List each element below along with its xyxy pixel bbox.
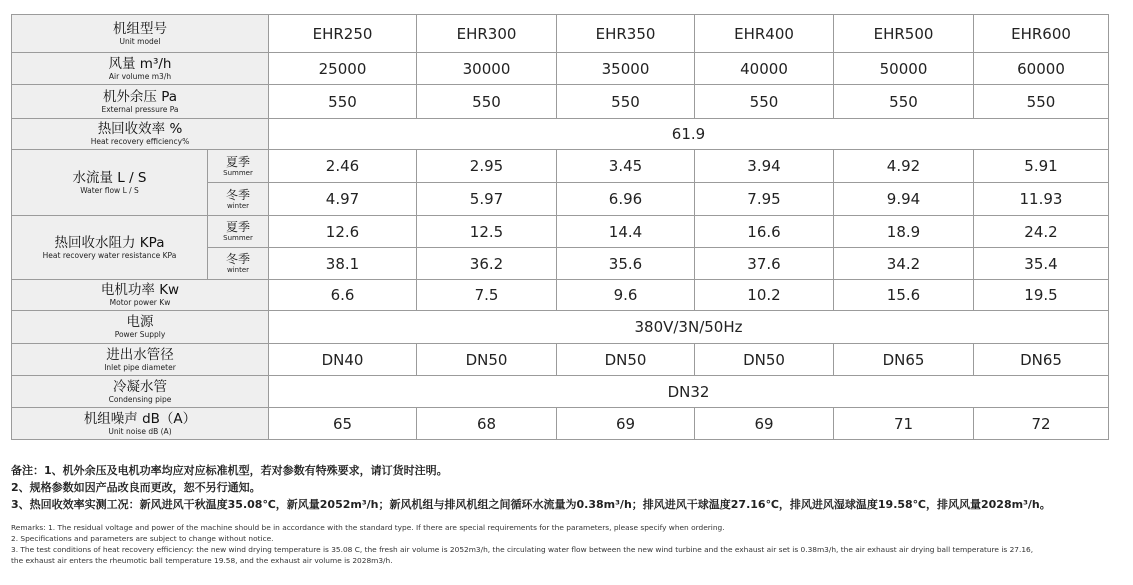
- value-cell: 7.95: [695, 183, 834, 216]
- model-cell: EHR500: [834, 15, 974, 53]
- value-cell: 550: [834, 85, 974, 119]
- spec-table: [11, 14, 1109, 440]
- value-cell: 12.5: [417, 216, 557, 248]
- remark-en-1: Remarks: 1. The residual voltage and power of the machine should be in accordance with the standard type. If there are special requirements for the parameters, please specify when ordering.: [11, 523, 725, 532]
- value-cell: 65: [269, 408, 417, 440]
- condensing-pipe-value: DN32: [269, 376, 1109, 408]
- value-cell: 30000: [417, 53, 557, 85]
- value-cell: DN65: [974, 344, 1109, 376]
- external-pressure-label: 机外余压 Pa External pressure Pa: [12, 85, 269, 119]
- power-supply-value: 380V/3N/50Hz: [269, 311, 1109, 344]
- row-unit-model: [12, 15, 1109, 53]
- value-cell: 60000: [974, 53, 1109, 85]
- value-cell: 2.46: [269, 150, 417, 183]
- remarks-section: [11, 462, 1121, 566]
- pipe-diameter-label: 进出水管径 Inlet pipe diameter: [12, 344, 269, 376]
- value-cell: DN65: [834, 344, 974, 376]
- value-cell: 18.9: [834, 216, 974, 248]
- value-cell: 36.2: [417, 248, 557, 280]
- row-pipe-diameter: [12, 344, 1109, 376]
- remark-cn-3: 3、热回收效率实测工况：新风进风干秋温度35.08℃，新风量2052m³/h；新风机组与排风机组之间循环水流量为0.38m³/h；排风进风干球温度27.16℃，排风进风湿球温度19.58℃，排风风量2028m³/h。: [11, 498, 1051, 511]
- value-cell: 6.6: [269, 280, 417, 311]
- value-cell: 69: [695, 408, 834, 440]
- value-cell: 550: [695, 85, 834, 119]
- value-cell: 2.95: [417, 150, 557, 183]
- value-cell: 37.6: [695, 248, 834, 280]
- row-motor-power: [12, 280, 1109, 311]
- remark-cn-1: 备注：1、机外余压及电机功率均应对应标准机型，若对参数有特殊要求，请订货时注明。: [11, 464, 448, 477]
- season-summer-label: 夏季 Summer: [208, 216, 269, 248]
- value-cell: 9.6: [557, 280, 695, 311]
- value-cell: 550: [974, 85, 1109, 119]
- model-cell: EHR350: [557, 15, 695, 53]
- condensing-pipe-label: 冷凝水管 Condensing pipe: [12, 376, 269, 408]
- value-cell: 550: [557, 85, 695, 119]
- value-cell: 15.6: [834, 280, 974, 311]
- season-summer-label: 夏季 Summer: [208, 150, 269, 183]
- value-cell: 9.94: [834, 183, 974, 216]
- season-winter-label: 冬季 winter: [208, 183, 269, 216]
- row-water-flow-summer: [12, 150, 1109, 183]
- efficiency-label: 热回收效率 % Heat recovery efficiency%: [12, 119, 269, 150]
- value-cell: 550: [417, 85, 557, 119]
- value-cell: 40000: [695, 53, 834, 85]
- value-cell: 5.91: [974, 150, 1109, 183]
- row-water-resistance-summer: [12, 216, 1109, 248]
- value-cell: 3.45: [557, 150, 695, 183]
- value-cell: DN50: [695, 344, 834, 376]
- row-noise: [12, 408, 1109, 440]
- model-cell: EHR600: [974, 15, 1109, 53]
- model-cell: EHR400: [695, 15, 834, 53]
- value-cell: 3.94: [695, 150, 834, 183]
- row-condensing-pipe: [12, 376, 1109, 408]
- unit-model-label: 机组型号 Unit model: [12, 15, 269, 53]
- model-cell: EHR300: [417, 15, 557, 53]
- power-supply-label: 电源 Power Supply: [12, 311, 269, 344]
- noise-label: 机组噪声 dB（A） Unit noise dB (A): [12, 408, 269, 440]
- value-cell: 24.2: [974, 216, 1109, 248]
- row-external-pressure: [12, 85, 1109, 119]
- efficiency-value: 61.9: [269, 119, 1109, 150]
- value-cell: 71: [834, 408, 974, 440]
- value-cell: DN40: [269, 344, 417, 376]
- value-cell: 7.5: [417, 280, 557, 311]
- value-cell: 10.2: [695, 280, 834, 311]
- value-cell: 16.6: [695, 216, 834, 248]
- water-resistance-label: 热回收水阻力 KPa Heat recovery water resistance KPa: [12, 216, 208, 280]
- remark-en-3: 3. The test conditions of heat recovery efficiency: the new wind drying temperature is 35.08 C, the fresh air volume is 2052m3/h, the circulating water flow between the new wind turbine and the exhaust air set is 0.38m3/h, the air exhaust air drying ball temperature is 27.16,: [11, 545, 1034, 554]
- value-cell: 38.1: [269, 248, 417, 280]
- value-cell: 14.4: [557, 216, 695, 248]
- row-air-volume: [12, 53, 1109, 85]
- water-flow-label: 水流量 L / S Water flow L / S: [12, 150, 208, 216]
- motor-power-label: 电机功率 Kw Motor power Kw: [12, 280, 269, 311]
- value-cell: 5.97: [417, 183, 557, 216]
- value-cell: 35000: [557, 53, 695, 85]
- value-cell: 68: [417, 408, 557, 440]
- value-cell: 6.96: [557, 183, 695, 216]
- value-cell: 11.93: [974, 183, 1109, 216]
- value-cell: 4.92: [834, 150, 974, 183]
- value-cell: 34.2: [834, 248, 974, 280]
- row-efficiency: [12, 119, 1109, 150]
- value-cell: 69: [557, 408, 695, 440]
- value-cell: 72: [974, 408, 1109, 440]
- value-cell: 550: [269, 85, 417, 119]
- air-volume-label: 风量 m³/h Air volume m3/h: [12, 53, 269, 85]
- value-cell: 19.5: [974, 280, 1109, 311]
- model-cell: EHR250: [269, 15, 417, 53]
- remark-cn-2: 2、规格参数如因产品改良而更改，恕不另行通知。: [11, 481, 261, 494]
- value-cell: 25000: [269, 53, 417, 85]
- season-winter-label: 冬季 winter: [208, 248, 269, 280]
- value-cell: 35.4: [974, 248, 1109, 280]
- remark-en-2: 2. Specifications and parameters are subject to change without notice.: [11, 534, 274, 543]
- value-cell: DN50: [417, 344, 557, 376]
- row-power-supply: [12, 311, 1109, 344]
- value-cell: 4.97: [269, 183, 417, 216]
- remark-en-4: the exhaust air enters the rheumotic ball temperature 19.58, and the exhaust air volume is 2028m3/h.: [11, 556, 393, 565]
- value-cell: DN50: [557, 344, 695, 376]
- value-cell: 50000: [834, 53, 974, 85]
- value-cell: 35.6: [557, 248, 695, 280]
- value-cell: 12.6: [269, 216, 417, 248]
